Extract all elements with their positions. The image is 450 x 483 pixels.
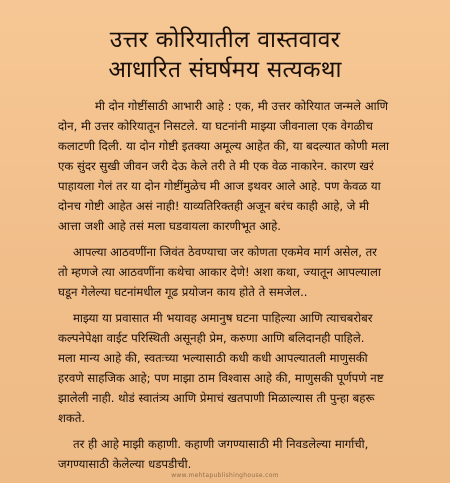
p2-line-1: आपल्या आठवणींना जिवंत ठेवण्याचा जर कोणता एकमेव मार्ग असेल, तर: [73, 245, 377, 259]
p1-line-2: दोन, मी उत्तर कोरियातून निसटले. या घटनांनी माझ्या जीवनाला एक वेगळीच: [58, 119, 373, 133]
p3-line-2: कल्पनेपेक्षा वाईट परिस्थिती असूनही प्रेम, करुणा आणि बलिदानही पाहिले.: [58, 331, 365, 345]
p2-line-2: तो म्हणजे त्या आठवणींना कथेचा आकार देणे! अशा कथा, ज्यातून आपल्याला: [58, 265, 381, 279]
p3-line-6: शकते.: [58, 411, 86, 425]
p4-line-1: तर ही आहे माझी कहाणी. कहाणी जगण्यासाठी मी निवडलेल्या मार्गाची,: [73, 437, 369, 451]
publisher-url: www.mehtapublishinghouse.com: [171, 472, 279, 479]
p1-line-4: एक सुंदर सुखी जीवन जरी देऊ केले तरी ते मी एक वेळ नाकारेन. कारण खरं: [58, 159, 374, 173]
p1-line-3: कलाटणी दिली. या दोन गोष्टी इतक्या अमूल्य आहेत की, या बदल्यात कोणी मला: [58, 139, 390, 153]
title-line-2: आधारित संघर्षमय सत्यकथा: [108, 57, 342, 83]
p1-line-1: मी दोन गोष्टींसाठी आभारी आहे : एक, मी उत्तर कोरियात जन्मले आणि: [95, 99, 388, 113]
p3-line-4: हरवणे साहजिक आहे; पण माझा ठाम विश्वास आहे की, माणुसकी पूर्णपणे नष्ट: [58, 371, 384, 385]
p4-line-2: जगण्यासाठी केलेल्या धडपडीची.: [58, 457, 192, 471]
p1-line-7: आत्ता जशी आहे तसं मला घडवायला कारणीभूत आहे.: [58, 219, 281, 233]
p1-line-6: दोनच गोष्टी आहेत असं नाही! याव्यतिरिक्तही अजून बरंच काही आहे, जे मी: [58, 199, 370, 213]
p2-line-3: घडून गेलेल्या घटनांमधील गूढ प्रयोजन काय होते ते समजेल..: [58, 285, 308, 299]
p3-line-3: मला मान्य आहे की, स्वतःच्या भल्यासाठी कधी कधी आपल्यातली माणुसकी: [58, 351, 368, 365]
p3-line-1: माझ्या या प्रवासात मी भयावह अमानुष घटना पाहिल्या आणि त्याचबरोबर: [73, 311, 373, 325]
p3-line-5: झालेली नाही. थोडं स्वातंत्र्य आणि प्रेमाचं खतपाणी मिळाल्यास ती पुन्हा बहरू: [58, 391, 375, 405]
p1-line-5: पाहायला गेलं तर या दोन गोष्टींमुळेच मी आज इथवर आले आहे. पण केवळ या: [58, 179, 381, 193]
title-line-1: उत्तर कोरियातील वास्तवावर: [109, 27, 341, 53]
